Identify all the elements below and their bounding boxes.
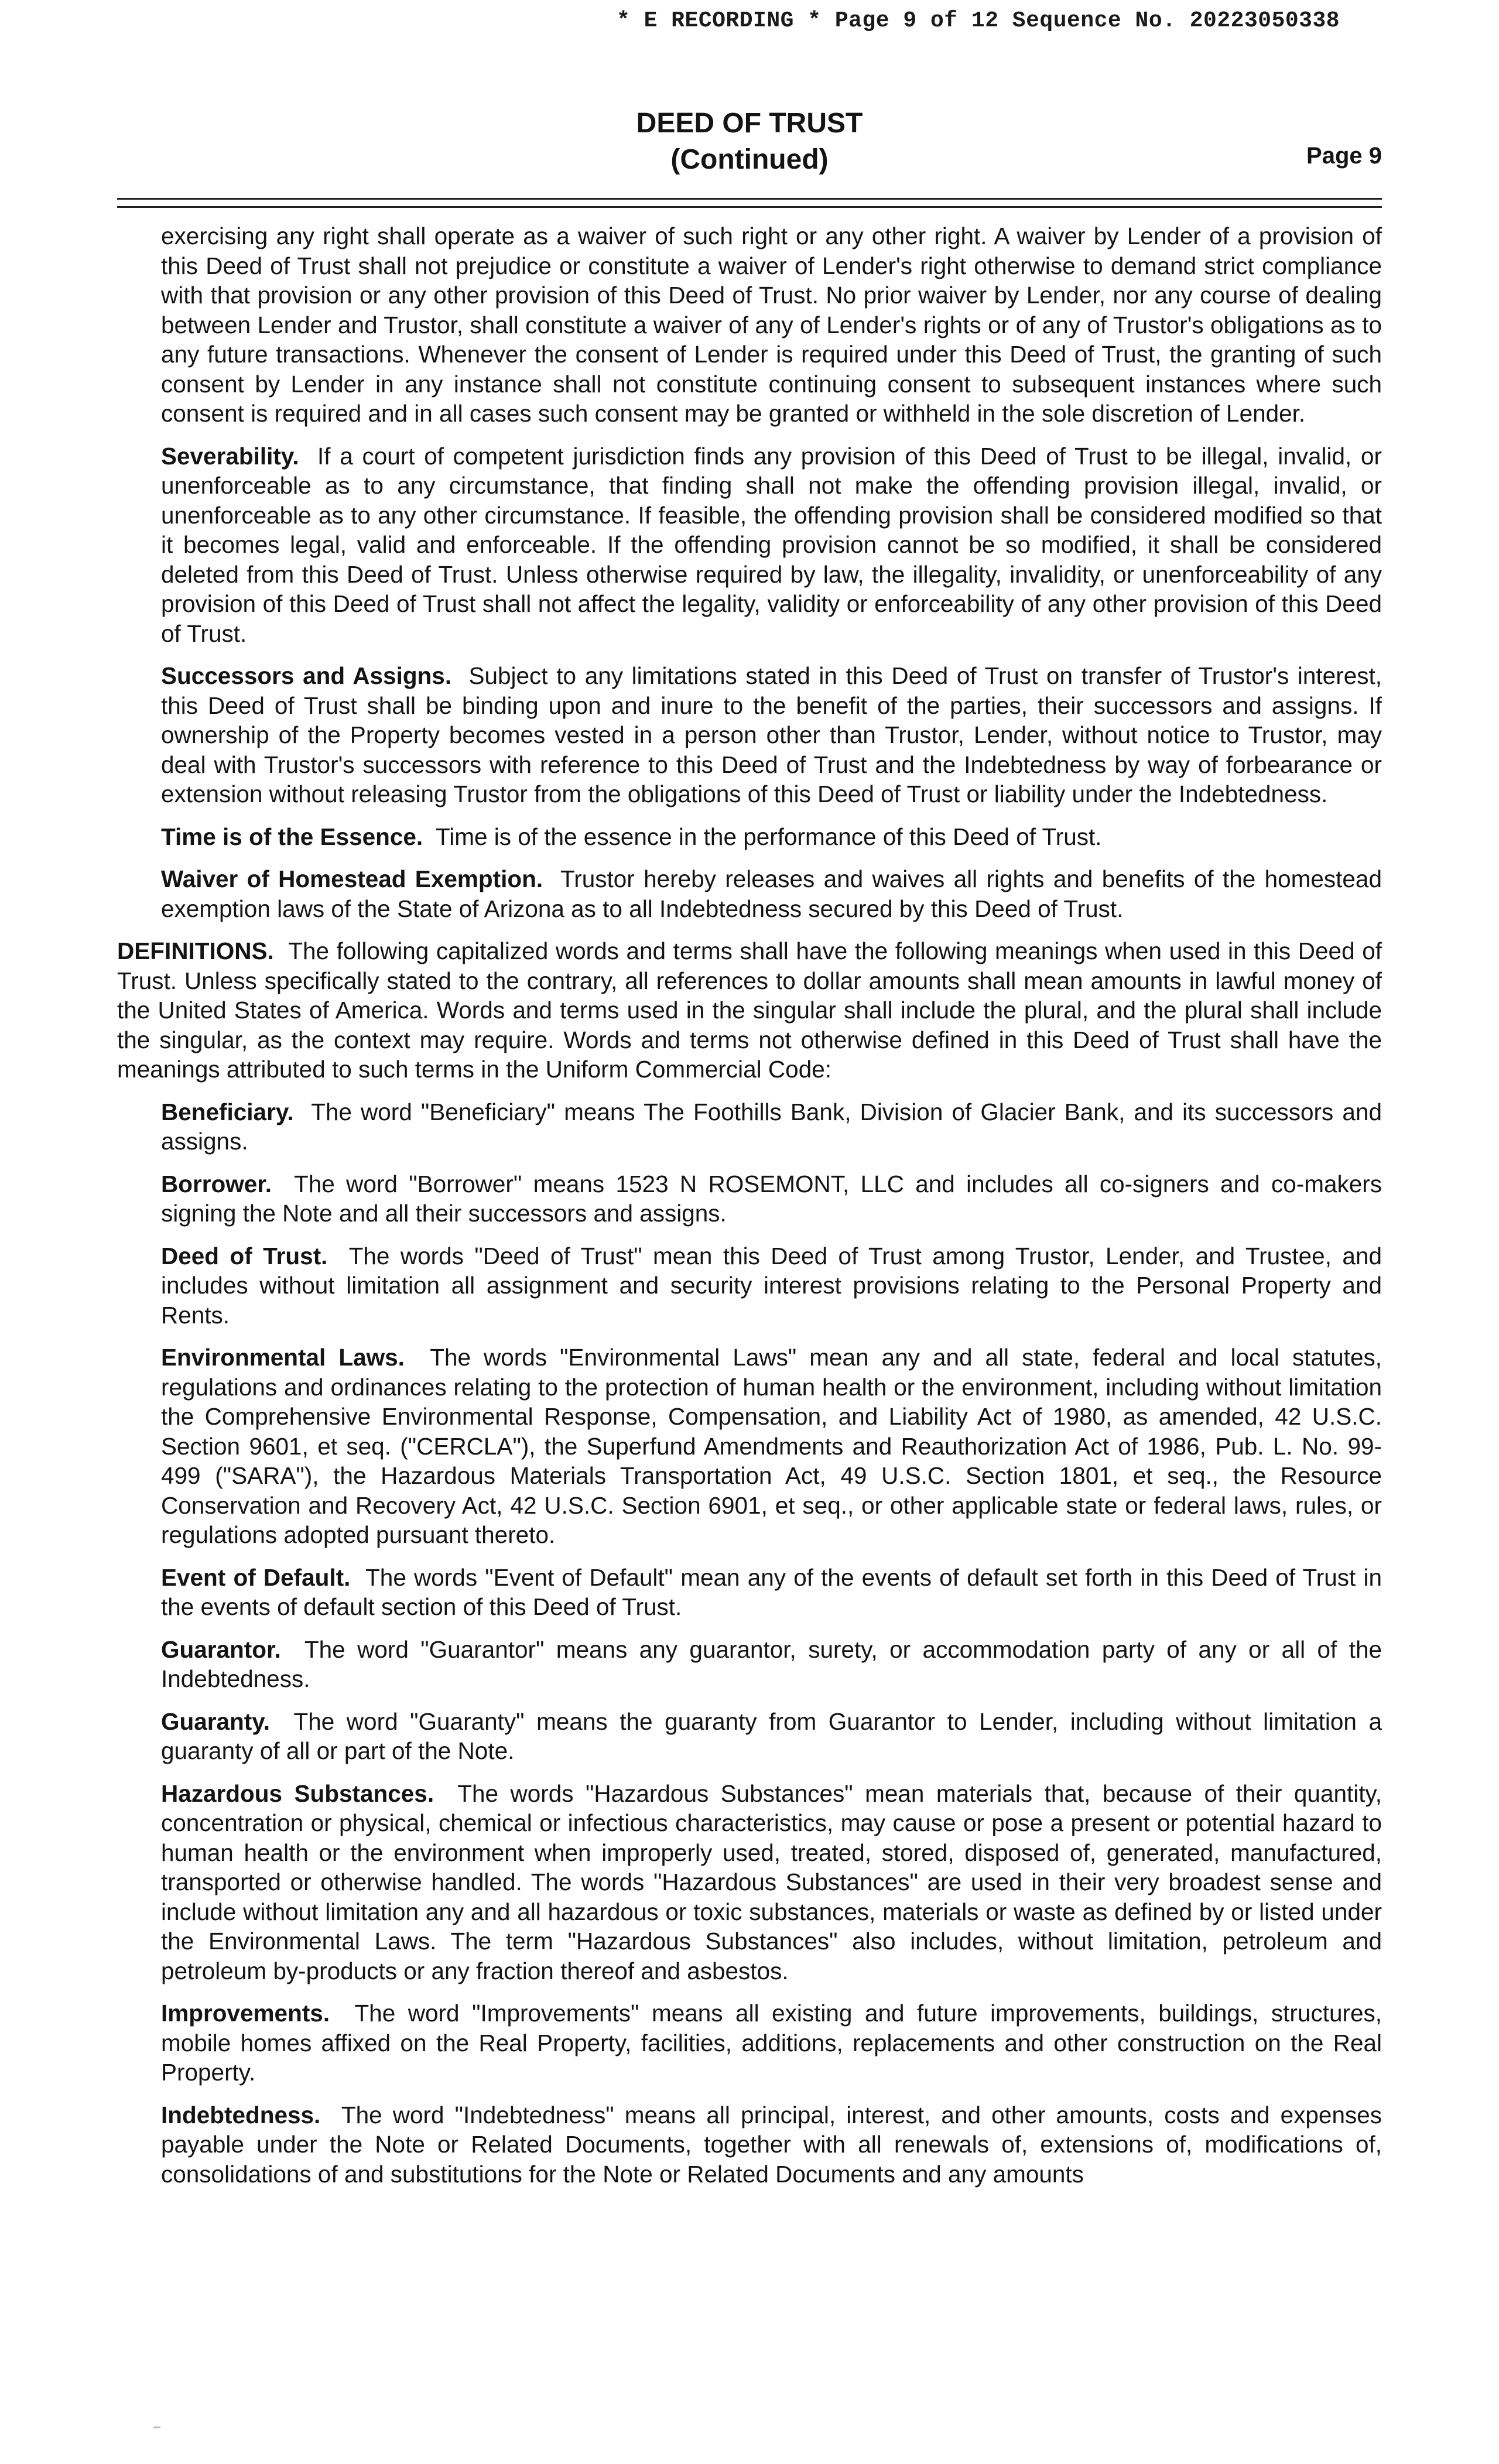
definition-term: Hazardous Substances. [161,1779,434,1807]
definition-guaranty [161,1707,1382,1766]
provision-term: Time is of the Essence. [161,823,423,850]
definition-text: The words "Environmental Laws" mean any and all state, federal and local statutes, regulations and ordinances relating to the protection of human health or the environment, including without limitation the Comprehensive Environmental Response, Compensation, and Liability Act of 1980, as amended, 42 U.S.C. Section 9601, et seq. ("CERCLA"), the Superfund Amendments and Reauthorization Act of 1986, Pub. L. No. 99-499 ("SARA"), the Hazardous Materials Transportation Act, 49 U.S.C. Section 1801, et seq., the Resource Conservation and Recovery Act, 42 U.S.C. Section 6901, et seq., or other applicable state or federal laws, rules, or regulations adopted pursuant thereto. [161,1344,1382,1548]
definition-guarantor [161,1635,1382,1694]
definition-text: The word "Borrower" means 1523 N ROSEMONT, LLC and includes all co-signers and co-makers signing the Note and all their successors and assigns. [161,1170,1382,1227]
definitions-heading: DEFINITIONS. [117,937,274,964]
definitions-section [117,936,1382,1084]
definition-term: Borrower. [161,1170,272,1197]
definition-improvements [161,1998,1382,2087]
definition-text: The word "Indebtedness" means all principal, interest, and other amounts, costs and expenses payable under the Note or Related Documents, together with all renewals of, extensions of, modifications of, consolidations of and substitutions for the Note or Related Documents and any amounts [161,2101,1382,2188]
definition-hazardous-substances [161,1779,1382,1986]
definition-deed-of-trust [161,1241,1382,1330]
provision-term: Waiver of Homestead Exemption. [161,865,543,892]
header-rule-bottom [117,206,1382,208]
definition-environmental-laws [161,1343,1382,1550]
definition-text: The words "Hazardous Substances" mean materials that, because of their quantity, concentration or physical, chemical or infectious characteristics, may cause or pose a present or potential hazard to human health or the environment when improperly used, treated, stored, disposed of, generated, manufactured, transported or otherwise handled. The words "Hazardous Substances" are used in their very broadest sense and include without limitation any and all hazardous or toxic substances, materials or waste as defined by or listed under the Environmental Laws. The term "Hazardous Substances" also includes, without limitation, petroleum and petroleum by-products or any fraction thereof and asbestos. [161,1779,1382,1984]
definition-term: Improvements. [161,2000,330,2027]
title-line-1: DEED OF TRUST [636,108,863,139]
provision-text: Subject to any limitations stated in this Deed of Trust on transfer of Trustor's interest, this Deed of Trust shall be binding upon and inure to the benefit of the parties, their successors and assigns. If ownership of the Property becomes vested in a person other than Trustor, Lender, without notice to Trustor, may deal with Trustor's successors with reference to this Deed of Trust and the Indebtedness by way of forbearance or extension without releasing Trustor from the obligations of this Deed of Trust or liability under the Indebtedness. [161,662,1382,807]
intro-paragraph: exercising any right shall operate as a waiver of such right or any other right. A waiver by Lender of a provision of this Deed of Trust shall not prejudice or constitute a waiver of Lender's right otherwise to demand strict compliance with that provision or any other provision of this Deed of Trust. No prior waiver by Lender, nor any course of dealing between Lender and Trustor, shall constitute a waiver of any of Lender's rights or of any of Trustor's obligations as to any future transactions. Whenever the consent of Lender is required under this Deed of Trust, the granting of such consent by Lender in any instance shall not constitute continuing consent to subsequent instances where such consent is required and in all cases such consent may be granted or withheld in the sole discretion of Lender. [161,223,1382,427]
definition-text: The word "Guaranty" means the guaranty from Guarantor to Lender, including without limitation a guaranty of all or part of the Note. [161,1707,1382,1764]
provision-text: Time is of the essence in the performance of this Deed of Trust. [435,823,1102,850]
provision-text: Trustor hereby releases and waives all rights and benefits of the homestead exemption laws of the State of Arizona as to all Indebtedness secured by this Deed of Trust. [161,865,1382,922]
definition-term: Guarantor. [161,1635,281,1663]
definition-term: Environmental Laws. [161,1344,405,1371]
title-line-2: (Continued) [670,144,829,175]
provision-time-essence [161,822,1382,852]
definition-term: Indebtedness. [161,2101,321,2128]
provision-homestead [161,864,1382,923]
provision-term: Severability. [161,442,299,470]
definitions-intro: The following capitalized words and terms shall have the following meanings when used in this Deed of Trust. Unless specifically stated to the contrary, all references to dollar amounts shall mean amounts in lawful money of the United States of America. Words and terms used in the singular shall include the plural, and the plural shall include the singular, as the context may require. Words and terms not otherwise defined in this Deed of Trust shall have the meanings attributed to such terms in the Uniform Commercial Code: [117,937,1382,1083]
header-rule-top [117,198,1382,200]
recording-stamp: * E RECORDING * Page 9 of 12 Sequence No. 20223050338 [617,8,1340,33]
provision-severability [161,442,1382,649]
document-body [117,221,1382,2202]
provision-successors [161,661,1382,809]
page-number: Page 9 [1306,143,1382,169]
definition-term: Deed of Trust. [161,1242,328,1269]
definition-text: The word "Improvements" means all existing and future improvements, buildings, structures, mobile homes affixed on the Real Property, facilities, additions, replacements and other construction on the Real Property. [161,2000,1382,2086]
definition-term: Beneficiary. [161,1098,294,1125]
definition-text: The words "Deed of Trust" mean this Deed of Trust among Trustor, Lender, and Trustee, and includes without limitation all assignment and security interest provisions relating to the Personal Property and Rents. [161,1242,1382,1329]
provision-text: If a court of competent jurisdiction finds any provision of this Deed of Trust to be illegal, invalid, or unenforceable as to any circumstance, that finding shall not make the offending provision illegal, invalid, or unenforceable as to any other circumstance. If feasible, the offending provision shall be considered modified so that it becomes legal, valid and enforceable. If the offending provision cannot be so modified, it shall be considered deleted from this Deed of Trust. Unless otherwise required by law, the illegality, invalidity, or unenforceability of any provision of this Deed of Trust shall not affect the legality, validity or enforceability of any other provision of this Deed of Trust. [161,442,1382,647]
definition-indebtedness [161,2100,1382,2189]
definition-borrower [161,1169,1382,1228]
definition-term: Event of Default. [161,1563,351,1591]
page-title [0,105,1499,178]
definition-term: Guaranty. [161,1707,271,1735]
provision-term: Successors and Assigns. [161,662,452,689]
definition-text: The word "Beneficiary" means The Foothills Bank, Division of Glacier Bank, and its successors and assigns. [161,1098,1382,1155]
definition-text: The words "Event of Default" mean any of the events of default set forth in this Deed of Trust in the events of default section of this Deed of Trust. [161,1563,1382,1620]
definition-text: The word "Guarantor" means any guarantor, surety, or accommodation party of any or all of the Indebtedness. [161,1635,1382,1692]
scan-speck [153,2427,160,2428]
definition-beneficiary [161,1097,1382,1156]
definition-event-of-default [161,1563,1382,1622]
